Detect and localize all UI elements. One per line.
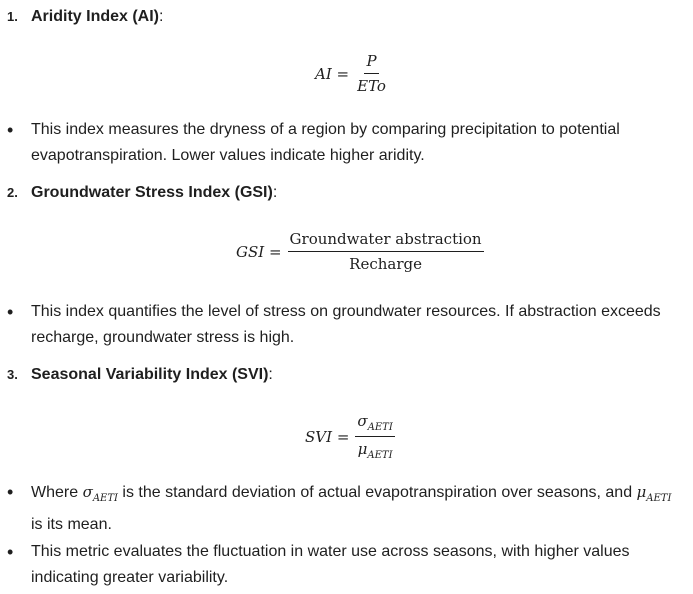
formula-lhs: AI = xyxy=(315,64,350,83)
section-title: Aridity Index (AI) xyxy=(31,8,160,25)
bullet-text: This metric evaluates the fluctuation in water use across seasons, with higher values indicating greater variability. xyxy=(31,543,630,586)
formula-aridity-index xyxy=(315,52,388,95)
section-number: 3. xyxy=(7,367,18,382)
section-number: 1. xyxy=(7,9,18,24)
formula-denominator: ETo xyxy=(357,77,386,95)
bullet-icon: • xyxy=(7,120,14,140)
bullet-svi-description xyxy=(7,539,679,591)
bullet-icon: • xyxy=(7,482,14,502)
formula-denominator: Recharge xyxy=(349,255,422,273)
bullet-text: This index quantifies the level of stress on groundwater resources. If abstraction exceeds recharge, groundwater stress is high. xyxy=(31,303,661,346)
formula-lhs: GSI = xyxy=(236,242,282,261)
formula-groundwater-stress-index xyxy=(236,230,484,273)
section-title: Groundwater Stress Index (GSI) xyxy=(31,184,273,201)
bullet-groundwater-description xyxy=(7,299,679,351)
bullet-text: Where $\sigma_{AETI}$ is the standard deviation of actual evapotranspiration over seasons, and $\mu_{AETI}$ is its mean. xyxy=(31,483,672,533)
mu-symbol: $\mu_{AETI}$ xyxy=(636,483,672,504)
formula-lhs: SVI = xyxy=(305,427,350,446)
section-title: Seasonal Variability Index (SVI) xyxy=(31,366,269,383)
section-number: 2. xyxy=(7,185,18,200)
formula-fraction xyxy=(355,52,388,95)
formula-numerator: $\sigma_{AETI}$ xyxy=(355,412,394,437)
section-heading-aridity-index: 1. Aridity Index (AI): xyxy=(7,5,163,29)
bullet-text: This index measures the dryness of a region by comparing precipitation to potential evapotranspiration. Lower values indicate higher aridity. xyxy=(31,121,620,164)
formula-numerator: P xyxy=(364,52,378,74)
bullet-svi-definition xyxy=(7,479,679,538)
bullet-icon: • xyxy=(7,542,14,562)
bullet-aridity-description xyxy=(7,117,679,169)
formula-seasonal-variability-index xyxy=(305,412,395,461)
formula-numerator: Groundwater abstraction xyxy=(288,230,484,252)
formula-fraction xyxy=(288,230,484,273)
formula-fraction xyxy=(355,412,394,461)
formula-denominator: $\mu_{AETI}$ xyxy=(357,440,393,461)
section-heading-groundwater-stress-index: 2. Groundwater Stress Index (GSI): xyxy=(7,181,277,205)
section-heading-seasonal-variability-index: 3. Seasonal Variability Index (SVI): xyxy=(7,363,273,387)
bullet-icon: • xyxy=(7,302,14,322)
sigma-symbol: $\sigma_{AETI}$ xyxy=(82,483,118,504)
